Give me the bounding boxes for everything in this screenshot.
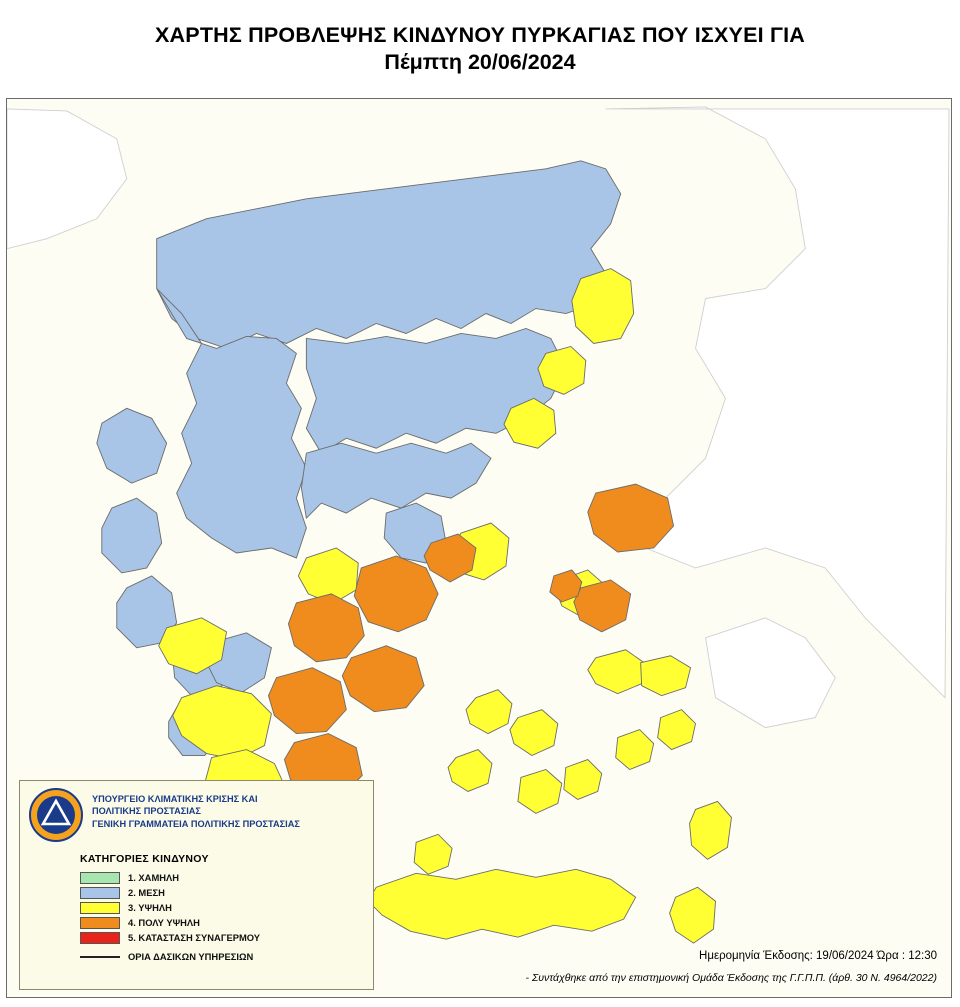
legend-label-low: 1. ΧΑΜΗΛΗ bbox=[128, 872, 180, 883]
legend-label-alarm: 5. ΚΑΤΑΣΤΑΣΗ ΣΥΝΑΓΕΡΜΟΥ bbox=[128, 932, 261, 943]
legend-swatch-alarm bbox=[80, 932, 120, 944]
legend-item-very-high bbox=[80, 915, 365, 930]
legend-item-high bbox=[80, 900, 365, 915]
ministry-line-3: ΓΕΝΙΚΗ ΓΡΑΜΜΑΤΕΙΑ ΠΟΛΙΤΙΚΗΣ ΠΡΟΣΤΑΣΙΑΣ bbox=[92, 818, 300, 829]
legend-item-alarm bbox=[80, 930, 365, 945]
legend-categories bbox=[80, 870, 365, 945]
legend-item-medium bbox=[80, 885, 365, 900]
ministry-title bbox=[92, 787, 300, 830]
legend-panel bbox=[19, 780, 374, 990]
legend-label-high: 3. ΥΨΗΛΗ bbox=[128, 902, 172, 913]
ministry-line-2: ΠΟΛΙΤΙΚΗΣ ΠΡΟΣΤΑΣΙΑΣ bbox=[92, 806, 201, 817]
legend-swatch-very-high bbox=[80, 917, 120, 929]
legend-label-medium: 2. ΜΕΣΗ bbox=[128, 887, 165, 898]
ministry-line-1: ΥΠΟΥΡΓΕΙΟ ΚΛΙΜΑΤΙΚΗΣ ΚΡΙΣΗΣ ΚΑΙ bbox=[92, 794, 258, 804]
legend-title: ΚΑΤΗΓΟΡΙΕΣ ΚΙΝΔΥΝΟΥ bbox=[80, 853, 209, 865]
legend-label-very-high: 4. ΠΟΛΥ ΥΨΗΛΗ bbox=[128, 917, 200, 928]
page-title bbox=[0, 0, 960, 77]
title-line-2: Πέμπτη 20/06/2024 bbox=[384, 49, 576, 74]
legend-item-low bbox=[80, 870, 365, 885]
legend-swatch-high bbox=[80, 902, 120, 914]
legend-label-boundary: ΟΡΙΑ ΔΑΣΙΚΩΝ ΥΠΗΡΕΣΙΩΝ bbox=[128, 951, 254, 962]
civil-protection-emblem-icon bbox=[28, 787, 84, 843]
legend-item-boundary bbox=[80, 951, 365, 962]
issue-date-text: Ημερομηνία Έκδοσης: 19/06/2024 Ώρα : 12:30 bbox=[699, 950, 937, 962]
legend-swatch-medium bbox=[80, 887, 120, 899]
compiled-by-text: - Συντάχθηκε από την επιστημονική Ομάδα Έκδοσης της Γ.Γ.Π.Π. (άρθ. 30 Ν. 4964/2022) bbox=[525, 972, 937, 984]
title-line-1: ΧΑΡΤΗΣ ΠΡΟΒΛΕΨΗΣ ΚΙΝΔΥΝΟΥ ΠΥΡΚΑΓΙΑΣ ΠΟΥ ΙΣΧΥΕΙ ΓΙΑ bbox=[155, 23, 805, 47]
legend-swatch-boundary-line bbox=[80, 956, 120, 958]
map-frame[interactable] bbox=[6, 98, 952, 998]
legend-swatch-low bbox=[80, 872, 120, 884]
legend-header bbox=[28, 787, 365, 843]
